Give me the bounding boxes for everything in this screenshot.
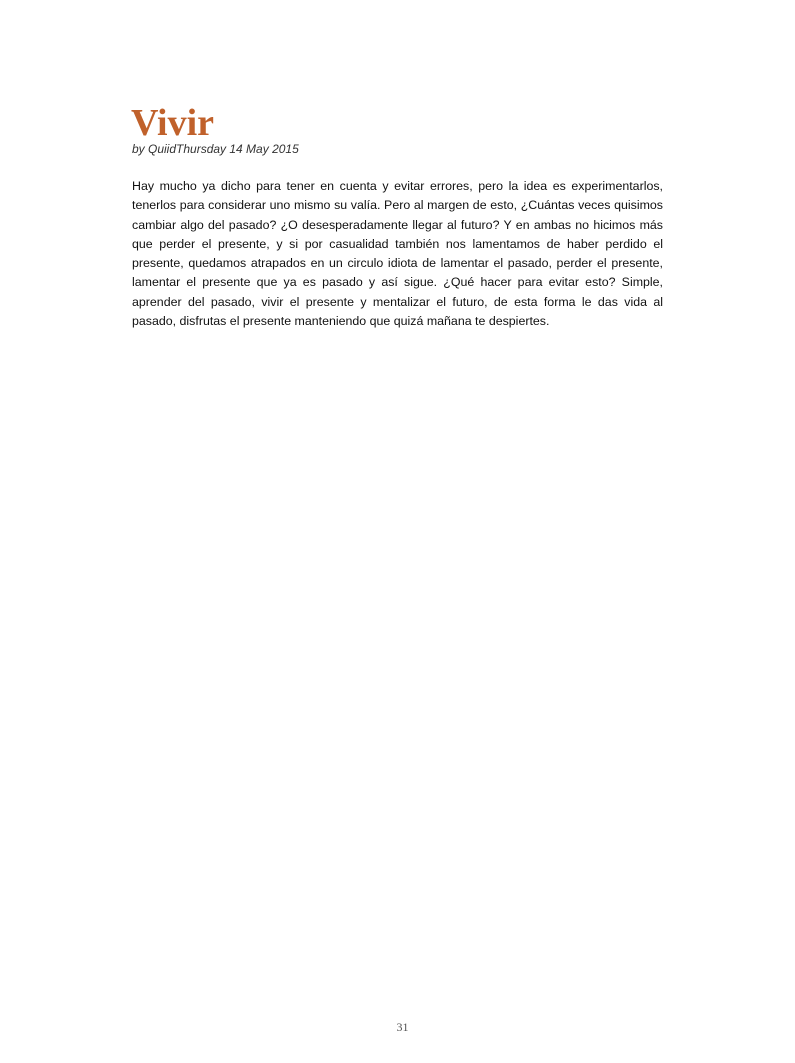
article-title: Vivir: [131, 102, 215, 144]
article-byline: by QuiidThursday 14 May 2015: [132, 142, 299, 156]
article-body: Hay mucho ya dicho para tener en cuenta y evitar errores, pero la idea es experimentarlos, tenerlos para considerar uno mismo su valía. Pero al margen de esto, ¿Cuántas veces quisimos cambiar algo del pasado? ¿O desesperadamente llegar al futuro? Y en ambas no hicimos más que perder el presente, y si por casualidad también nos lamentamos de haber perdido el presente, quedamos atrapados en un circulo idiota de lamentar el pasado, perder el presente, lamentar el presente que ya es pasado y así sigue. ¿Qué hacer para evitar esto? Simple, aprender del pasado, vivir el presente y mentalizar el futuro, de esta forma le das vida al pasado, disfrutas el presente manteniendo que quizá mañana te despiertes.: [132, 179, 663, 329]
page-number: 31: [396, 1020, 409, 1034]
